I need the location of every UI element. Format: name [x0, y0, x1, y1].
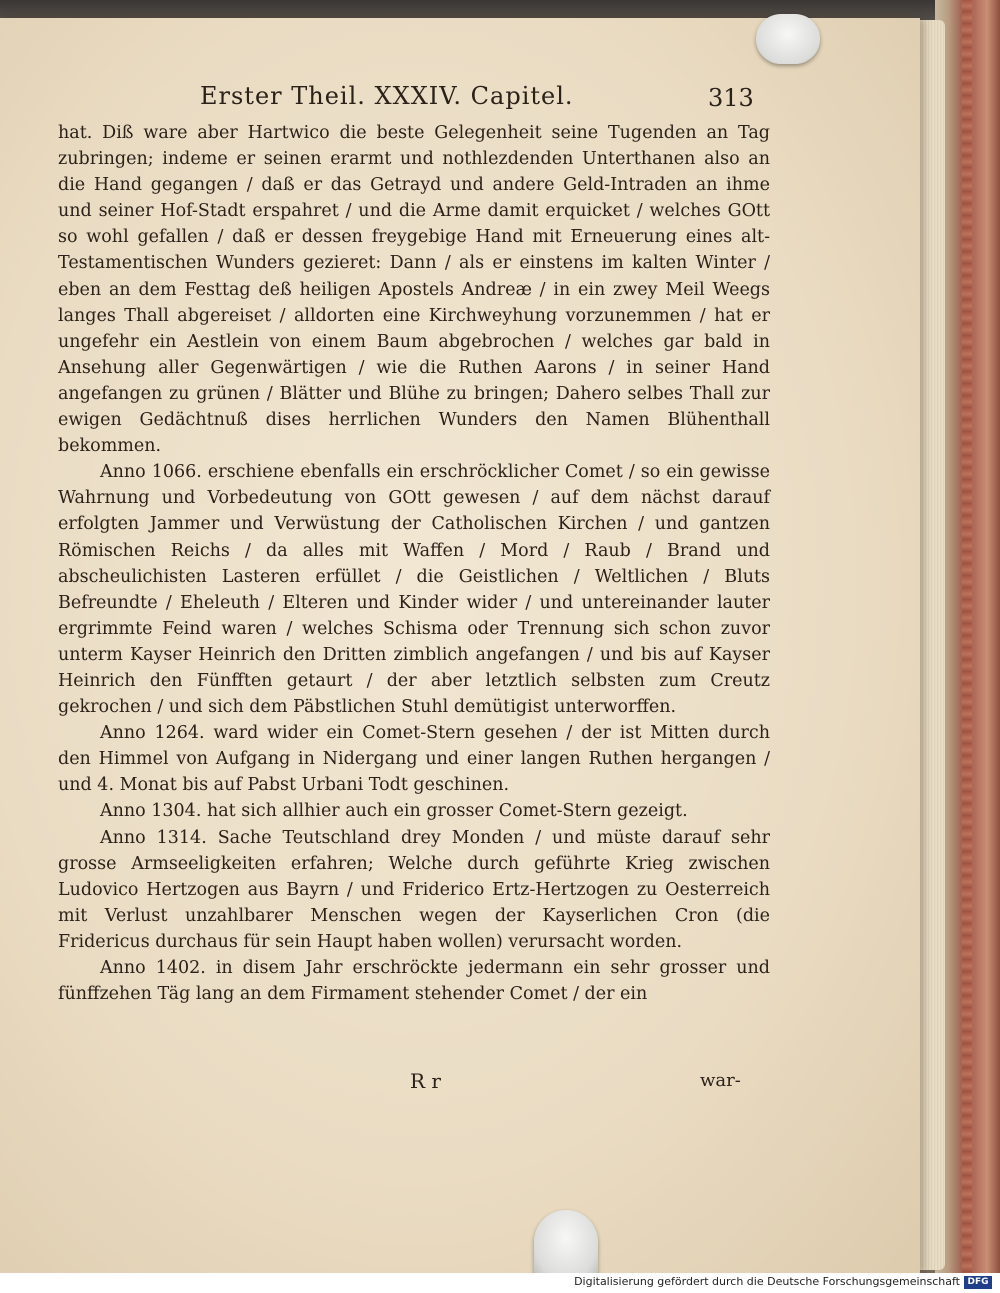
- dfg-logo-icon: DFG: [964, 1276, 992, 1289]
- funding-credit: Digitalisierung gefördert durch die Deutsche Forschungsgemeinschaft: [574, 1275, 960, 1288]
- page-clip-icon: [756, 14, 820, 64]
- running-header: Erster Theil. XXXIV. Capitel.: [200, 82, 574, 110]
- signature-mark: R r: [410, 1069, 441, 1093]
- footer-bar: [0, 1273, 1000, 1293]
- page-number: 313: [708, 84, 754, 112]
- book-spine-texture: [962, 0, 972, 1293]
- paragraph: Anno 1264. ward wider ein Comet-Stern gesehen / der ist Mitten durch den Himmel von Aufgang in Nidergang und einer langen Ruthen hergangen / und 4. Monat bis auf Pabst Urbani Todt geschinen.: [58, 723, 770, 796]
- paragraph: Anno 1314. Sache Teutschland drey Monden / und müste darauf sehr grosse Armseeligkeiten erfahren; Welche durch geführte Krieg zwischen Ludovico Hertzogen aus Bayrn / und Friderico Ertz-Hertzogen zu Oesterreich mit Verlust unzahlbarer Menschen wegen der Kayserlichen Cron (die Fridericus durchaus für sein Haupt haben wollen) verursacht worden.: [58, 827, 770, 952]
- paragraph: Anno 1304. hat sich allhier auch ein grosser Comet-Stern gezeigt.: [100, 801, 688, 822]
- paragraph: Anno 1402. in disem Jahr erschröckte jedermann ein sehr grosser und fünffzehen Täg lang an dem Firmament stehender Comet / der ein: [58, 958, 770, 1005]
- paragraph: hat. Diß ware aber Hartwico die beste Gelegenheit seine Tugenden an Tag zubringen; indeme er seinen erarmt und nothlezdenden Unterthanen also an die Hand gegangen / daß er das Getrayd und andere Geld-Intraden an ihme und seiner Hof-Stadt erspahret / und die Arme damit erquicket / welches GOtt so wohl gefallen / daß er dessen freygebige Hand mit Erneuerung eines alt-Testamentischen Wunders gezieret: Dann / als er einstens im kalten Winter / eben an dem Festtag deß heiligen Apostels Andreæ / in ein zwey Meil Weegs langes Thall abgereiset / alldorten eine Kirchweyhung vorzunemmen / hat er ungefehr ein Aestlein von einem Baum abgebrochen / welches gar bald in Ansehung aller Gegenwärtigen / wie die Ruthen Aarons / in seiner Hand angefangen zu grünen / Blätter und Blühe zu bringen; Dahero selbes Thall zur ewigen Gedächtnuß dises herrlichen Wunders den Namen Blühenthall bekommen.: [58, 123, 770, 457]
- catchword: war-: [700, 1070, 741, 1091]
- page-clip-icon: [534, 1210, 598, 1280]
- paragraph: Anno 1066. erschiene ebenfalls ein erschröcklicher Comet / so ein gewisse Wahrnung und Vorbedeutung von GOtt gewesen / auf dem nächst darauf erfolgten Jammer und Verwüstung der Catholischen Kirchen / und gantzen Römischen Reichs / da alles mit Waffen / Mord / Raub / Brand und abscheulichisten Lasteren erfüllet / die Geistlichen / Weltlichen / Bluts Befreundte / Eheleuth / Elteren und Kinder wider / und untereinander lauter ergrimmte Feind waren / welches Schisma oder Trennung sich schon zuvor unterm Kayser Heinrich den Dritten zimblich angefangen / und bis auf Kayser Heinrich den Fünfften getaurt / der aber letztlich selbsten zum Creutz gekrochen / und sich dem Päbstlichen Stuhl demütigist unterworffen.: [58, 462, 770, 718]
- body-text: [58, 120, 770, 1007]
